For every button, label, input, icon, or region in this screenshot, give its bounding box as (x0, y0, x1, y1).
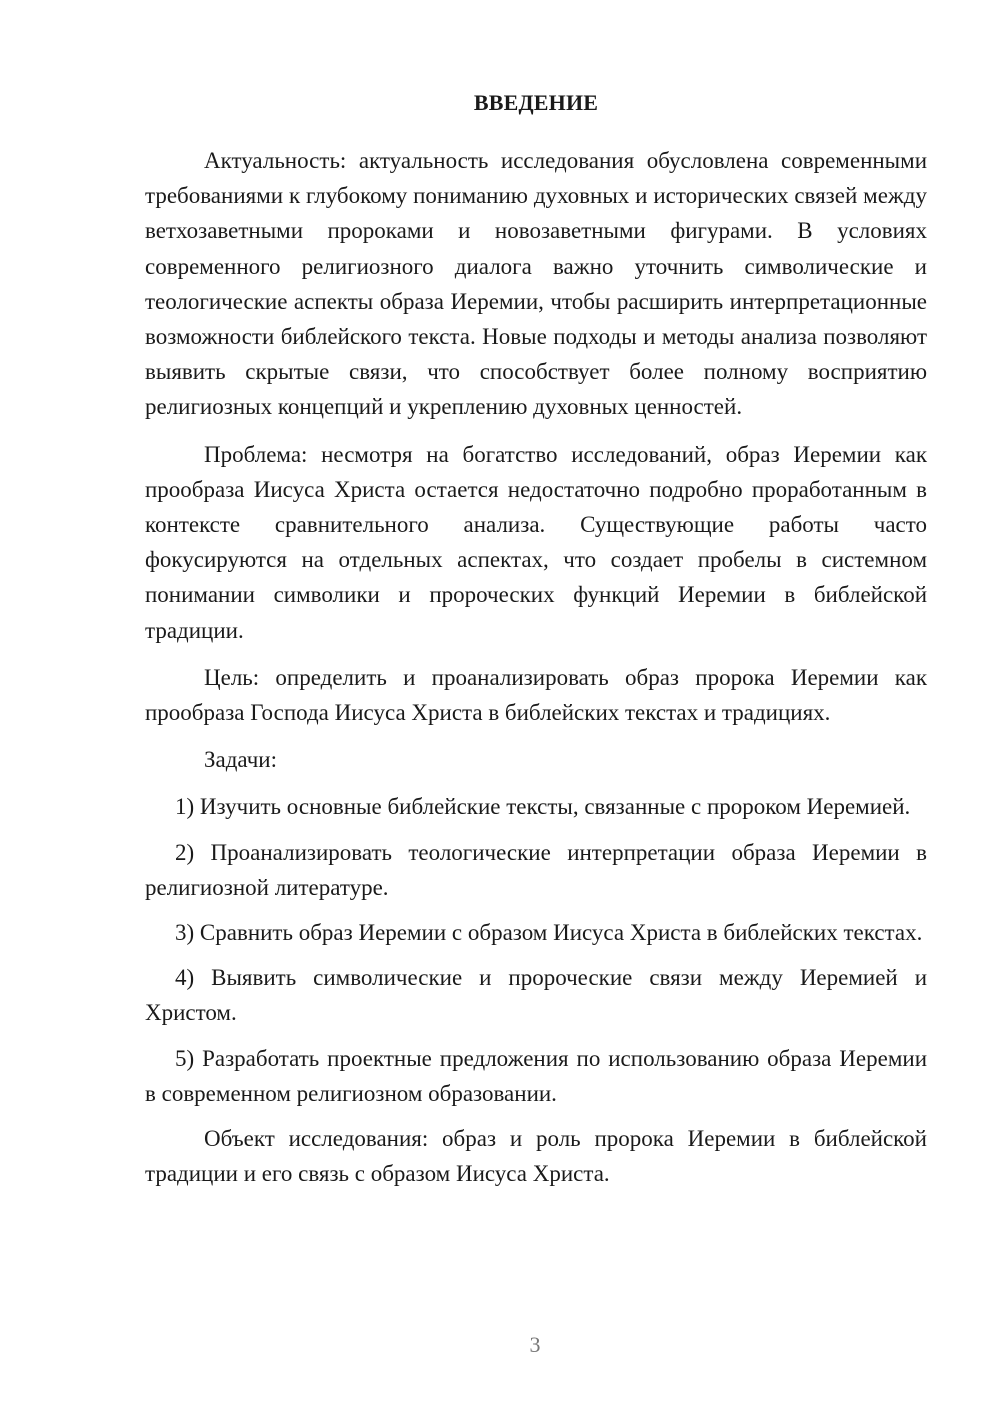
tasks-heading: Задачи: (204, 747, 277, 773)
section-title: ВВЕДЕНИЕ (473, 90, 599, 115)
paragraph-goal: Цель: определить и проанализировать образ пророка Иеремии как прообраза Господа Иисуса Христа в библейских текстах и традициях. (145, 664, 927, 726)
task-item-1: 1) Изучить основные библейские тексты, связанные с пророком Иеремией. (175, 794, 911, 820)
paragraph-relevance: Актуальность: актуальность исследования обусловлена современными требованиями к глубокому пониманию духовных и исторических связей между ветхозаветными пророками и новозаветными фигурами. В условиях современного религиозного диалога важно уточнить символические и теологические аспекты образа Иеремии, чтобы расширить интерпретационные возможности библейского текста. Новые подходы и методы анализа позволяют выявить скрытые связи, что способствует более полному восприятию религиозных концепций и укреплению духовных ценностей. (145, 148, 927, 420)
task-item-4: 4) Выявить символические и пророческие связи между Иеремией и Христом. (145, 965, 927, 1026)
task-item-5: 5) Разработать проектные предложения по использованию образа Иеремии в современном религиозном образовании. (145, 1045, 927, 1106)
paragraph-object: Объект исследования: образ и роль пророка Иеремии в библейской традиции и его связь с образом Иисуса Христа. (145, 1126, 927, 1187)
paragraph-problem: Проблема: несмотря на богатство исследований, образ Иеремии как прообраза Иисуса Христа остается недостаточно подробно проработанным в контексте сравнительного анализа. Существующие работы часто фокусируются на отдельных аспектах, что создает пробелы в системном понимании символики и пророческих функций Иеремии в библейской традиции. (145, 441, 927, 643)
task-item-3: 3) Сравнить образ Иеремии с образом Иисуса Христа в библейских текстах. (175, 920, 923, 946)
tasks-list (145, 789, 927, 1111)
page-number: 3 (529, 1332, 541, 1357)
document-page (145, 88, 927, 1203)
task-item-2: 2) Проанализировать теологические интерпретации образа Иеремии в религиозной литературе. (145, 839, 927, 900)
